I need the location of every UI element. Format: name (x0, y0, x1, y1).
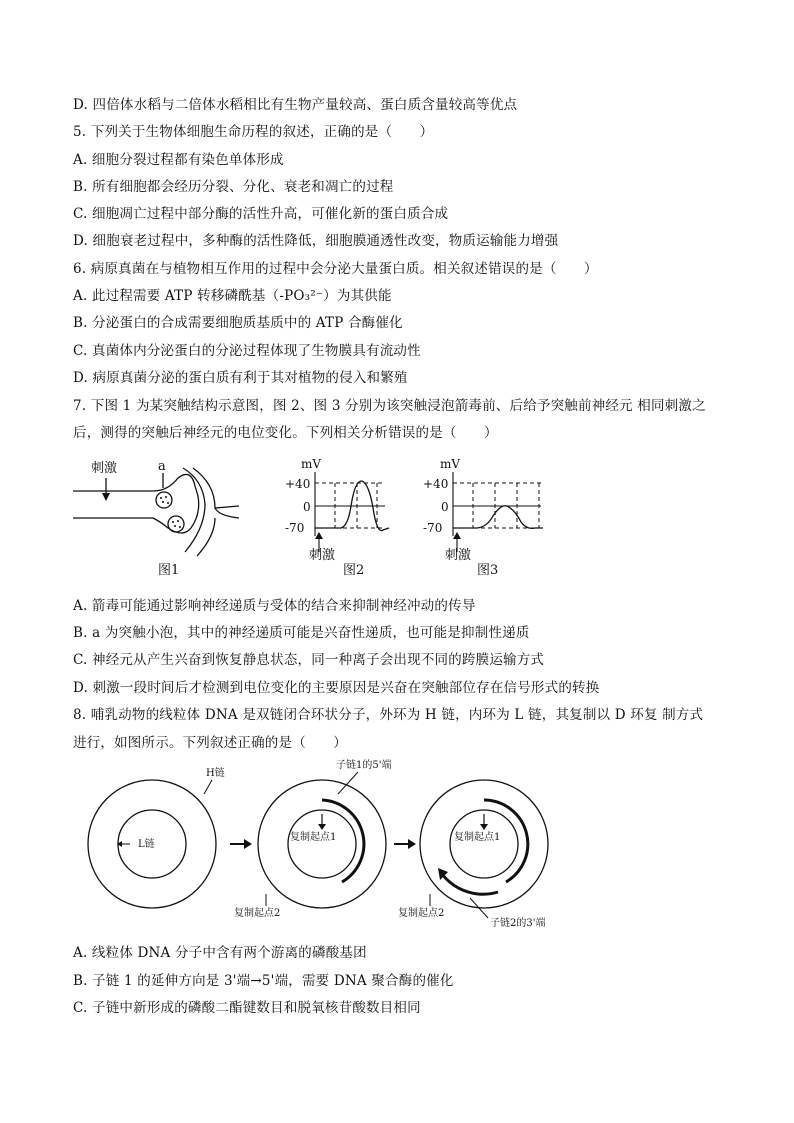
q7-stem-line2: 后，测得的突触后神经元的电位变化。下列相关分析错误的是（ ） (73, 425, 498, 441)
origin2-label-a: 复制起点2 (234, 908, 281, 919)
fig3-stimulus-label: 刺激 (445, 548, 472, 563)
q8-stem-line2: 进行，如图所示。下列叙述正确的是（ ） (73, 735, 347, 751)
h-chain-label: H链 (206, 768, 225, 779)
presynaptic-axon (73, 474, 199, 533)
vesicle-label-a: a (158, 459, 166, 474)
synaptic-vesicle-a (156, 492, 172, 508)
fig1-caption: 图1 (158, 563, 180, 578)
fig2-stimulus-label: 刺激 (309, 548, 336, 563)
q6-stem: 6. 病原真菌在与植物相互作用的过程中会分泌大量蛋白质。相关叙述错误的是（ ） (73, 261, 598, 277)
q6-option-b: B. 分泌蛋白的合成需要细胞质基质中的 ATP 合酶催化 (73, 315, 403, 331)
fig2-tick-plus40: +40 (285, 477, 311, 491)
q5-option-d: D. 细胞衰老过程中，多种酶的活性降低，细胞膜通透性改变，物质运输能力增强 (73, 233, 559, 249)
l-chain-label: L链 (138, 839, 155, 850)
mtdna-circle-1 (88, 766, 225, 908)
fig3-tick-minus70: -70 (423, 521, 443, 535)
fig3-unit: mV (440, 457, 461, 471)
q7-option-a: A. 箭毒可能通过影响神经递质与受体的结合来抑制神经冲动的传导 (73, 598, 476, 614)
origin2-label-b: 复制起点2 (398, 908, 445, 919)
fig2-tick-minus70: -70 (285, 521, 305, 535)
fig2-unit: mV (301, 457, 322, 471)
q5-stem: 5. 下列关于生物体细胞生命历程的叙述，正确的是（ ） (73, 124, 434, 140)
potential-graph-before (285, 457, 389, 578)
fig3-weak-potential-curve (453, 506, 543, 529)
q7-option-d: D. 刺激一段时间后才检测到电位变化的主要原因是兴奋在突触部位存在信号形式的转换 (73, 680, 600, 696)
dna-replication-figure (86, 756, 566, 932)
mtdna-circle-2 (234, 758, 391, 919)
q6-option-c: C. 真菌体内分泌蛋白的分泌过程体现了生物膜具有流动性 (73, 343, 421, 359)
q4-option-d: D. 四倍体水稻与二倍体水稻相比有生物产量较高、蛋白质含量较高等优点 (73, 97, 518, 113)
potential-graph-after (423, 457, 543, 578)
q7-option-c: C. 神经元从产生兴奋到恢复静息状态，同一种离子会出现不同的跨膜运输方式 (73, 652, 545, 668)
fig2-caption: 图2 (343, 563, 365, 578)
q5-option-a: A. 细胞分裂过程都有染色单体形成 (73, 152, 284, 168)
fig2-tick-zero: 0 (303, 500, 311, 514)
synaptic-vesicle (168, 516, 184, 532)
daughter1-5prime-label: 子链1的5'端 (336, 760, 392, 771)
daughter2-3prime-label: 子链2的3'端 (490, 918, 546, 929)
synapse-diagram (73, 459, 239, 578)
q7-stem-line1: 7. 下图 1 为某突触结构示意图，图 2、图 3 分别为该突触浸泡箭毒前、后给予突触前神经元 相同刺激之 (73, 398, 706, 414)
q7-option-b: B. a 为突触小泡，其中的神经递质可能是兴奋性递质，也可能是抑制性递质 (73, 625, 530, 641)
synapse-figure (73, 456, 733, 586)
q8-stem-line1: 8. 哺乳动物的线粒体 DNA 是双链闭合环状分子，外环为 H 链，内环为 L 链，其复制以 D 环复 制方式 (73, 707, 704, 723)
q6-option-d: D. 病原真菌分泌的蛋白质有利于其对植物的侵入和繁殖 (73, 370, 408, 386)
q8-option-b: B. 子链 1 的延伸方向是 3'端→5'端，需要 DNA 聚合酶的催化 (73, 973, 454, 989)
q8-option-a: A. 线粒体 DNA 分子中含有两个游离的磷酸基团 (73, 945, 367, 961)
q5-option-c: C. 细胞凋亡过程中部分酶的活性升高，可催化新的蛋白质合成 (73, 206, 449, 222)
fig3-tick-plus40: +40 (423, 477, 449, 491)
fig3-tick-zero: 0 (441, 500, 449, 514)
q6-option-a: A. 此过程需要 ATP 转移磷酰基（-PO₃²⁻）为其供能 (73, 288, 392, 304)
mtdna-circle-3 (398, 780, 548, 929)
origin1-label-a: 复制起点1 (290, 832, 337, 843)
fig3-caption: 图3 (477, 563, 499, 578)
q8-option-c: C. 子链中新形成的磷酸二酯键数目和脱氧核苷酸数目相同 (73, 1000, 421, 1016)
origin1-label-b: 复制起点1 (454, 832, 501, 843)
q5-option-b: B. 所有细胞都会经历分裂、分化、衰老和凋亡的过程 (73, 179, 394, 195)
stimulus-label: 刺激 (91, 461, 118, 476)
